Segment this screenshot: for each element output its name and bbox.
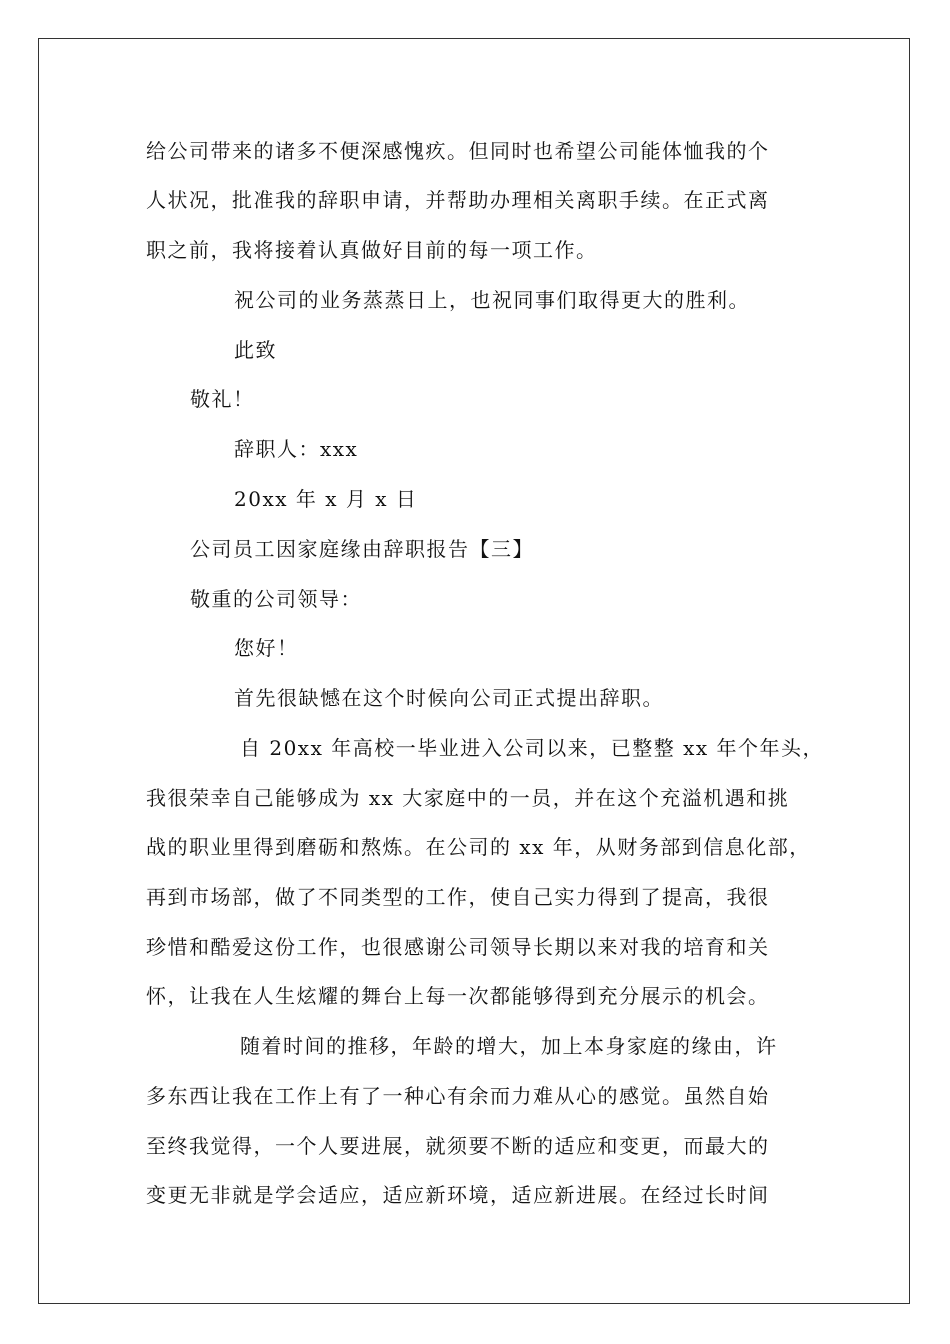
letter-hello: 您好！: [234, 636, 299, 660]
paragraph-line: 人状况，批准我的辞职申请，并帮助办理相关离职手续。在正式离: [146, 188, 770, 212]
paragraph-line: 职之前，我将接着认真做好目前的每一项工作。: [146, 238, 598, 262]
paragraph-line: 怀，让我在人生炫耀的舞台上每一次都能够得到充分展示的机会。: [146, 984, 770, 1008]
paragraph-line: 给公司带来的诸多不便深感愧疚。但同时也希望公司能体恤我的个: [146, 139, 770, 163]
closing-respect: 敬礼！: [190, 387, 255, 411]
date-line: 20xx 年 x 月 x 日: [234, 487, 418, 511]
paragraph-line: 自 20xx 年高校一毕业进入公司以来，已整整 xx 年个年头，: [240, 736, 824, 760]
paragraph-line: 珍惜和酷爱这份工作，也很感谢公司领导长期以来对我的培育和关: [146, 935, 770, 959]
paragraph-line: 多东西让我在工作上有了一种心有余而力难从心的感觉。虽然自始: [146, 1084, 770, 1108]
paragraph-line: 首先很缺憾在这个时候向公司正式提出辞职。: [234, 686, 664, 710]
page-border: [38, 38, 910, 1304]
paragraph-line: 随着时间的推移，年龄的增大，加上本身家庭的缘由，许: [240, 1034, 778, 1058]
letter-greeting: 敬重的公司领导：: [190, 587, 362, 611]
signature-line: 辞职人：xxx: [234, 437, 359, 461]
paragraph-line: 战的职业里得到磨砺和熬炼。在公司的 xx 年，从财务部到信息化部，: [146, 835, 811, 859]
paragraph-line: 至终我觉得，一个人要进展，就须要不断的适应和变更，而最大的: [146, 1134, 770, 1158]
section-title: 公司员工因家庭缘由辞职报告【三】: [190, 537, 534, 561]
closing-salutation: 此致: [234, 338, 277, 362]
paragraph-line: 我很荣幸自己能够成为 xx 大家庭中的一员，并在这个充溢机遇和挑: [146, 786, 790, 810]
paragraph-line: 祝公司的业务蒸蒸日上，也祝同事们取得更大的胜利。: [234, 288, 750, 312]
paragraph-line: 再到市场部，做了不同类型的工作，使自己实力得到了提高，我很: [146, 885, 770, 909]
paragraph-line: 变更无非就是学会适应，适应新环境，适应新进展。在经过长时间: [146, 1183, 770, 1207]
